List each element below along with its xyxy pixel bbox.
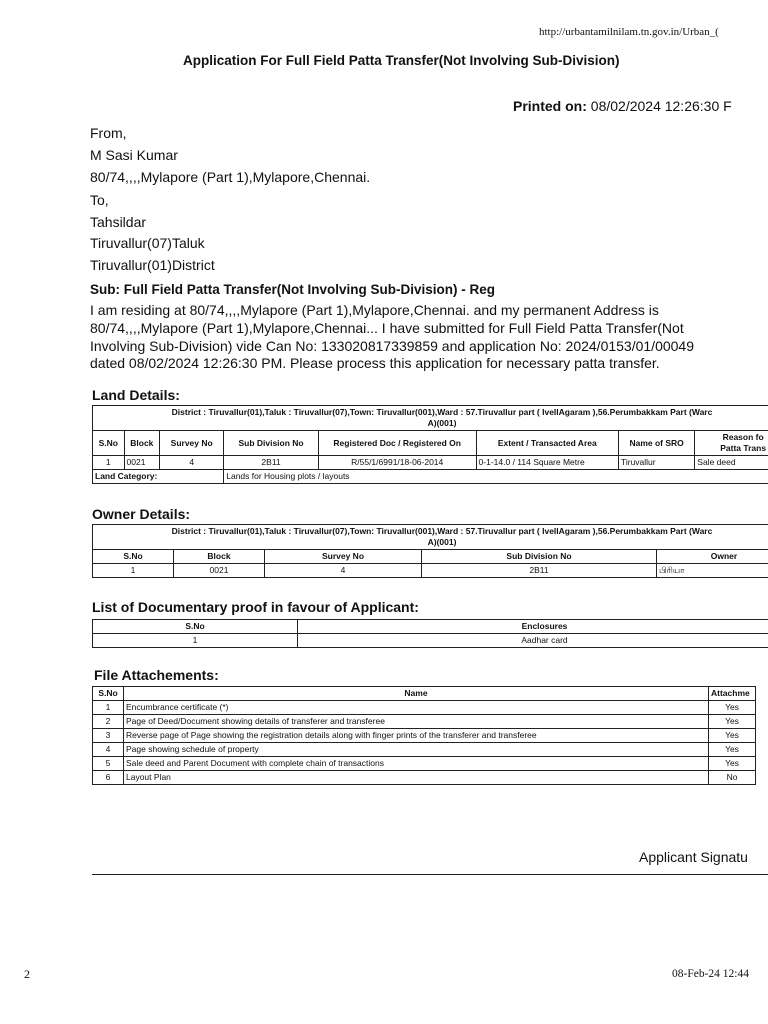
table-cell: Tiruvallur (618, 456, 694, 470)
to-label: To, (90, 192, 109, 208)
col-header: S.No (93, 431, 125, 456)
table-header-row (93, 550, 768, 564)
footer-date: 08-Feb-24 12:44 (672, 968, 749, 980)
col-header: Attachme (709, 687, 756, 701)
col-header: S.No (93, 687, 124, 701)
table-cell: 1 (93, 456, 125, 470)
table-cell: 3 (93, 729, 124, 743)
col-header: Name (124, 687, 709, 701)
table-cell: பிரியா (657, 564, 768, 578)
table-row (93, 729, 756, 743)
printed-label: Printed on: (513, 98, 587, 114)
col-header: Name of SRO (618, 431, 694, 456)
table-cell: Reverse page of Page showing the registration details along with finger prints of the transferer and transferee (124, 729, 709, 743)
table-cell: 0-1-14.0 / 114 Square Metre (476, 456, 618, 470)
source-url: http://urbantamilnilam.tn.gov.in/Urban_( (539, 26, 719, 38)
body-line: I am residing at 80/74,,,,Mylapore (Part 1),Mylapore,Chennai. and my permanent Address is (90, 302, 659, 318)
col-header: S.No (93, 550, 174, 564)
from-label: From, (90, 125, 127, 141)
table-cell: 2 (93, 715, 124, 729)
col-header: Block (124, 431, 160, 456)
to-district: Tiruvallur(01)District (90, 257, 215, 273)
docs-heading: List of Documentary proof in favour of Applicant: (92, 599, 419, 615)
table-header-row (93, 620, 768, 634)
table-cell: 2B11 (422, 564, 657, 578)
docs-clip (92, 619, 768, 651)
table-cell: 1 (93, 701, 124, 715)
owner-details-clip (92, 524, 768, 586)
table-row (93, 406, 768, 431)
body-line: Involving Sub-Division) vide Can No: 133020817339859 and application No: 2024/0153/01/00049 (90, 338, 694, 354)
col-header-reason (695, 431, 768, 456)
owner-location-line2: A)(001) (427, 537, 457, 547)
table-cell: Page showing schedule of property (124, 743, 709, 757)
col-header: S.No (93, 620, 298, 634)
applicant-signature-label: Applicant Signatu (639, 849, 748, 865)
table-cell: 1 (93, 634, 298, 648)
land-category-label: Land Category: (93, 470, 224, 484)
table-cell: Yes (709, 729, 756, 743)
from-address: 80/74,,,,Mylapore (Part 1),Mylapore,Chennai. (90, 169, 371, 185)
table-cell: Yes (709, 743, 756, 757)
docs-table (92, 619, 768, 648)
table-cell: Page of Deed/Document showing details of transferer and transferee (124, 715, 709, 729)
col-header: Sub Division No (422, 550, 657, 564)
table-row (93, 456, 768, 470)
land-category-value: Lands for Housing plots / layouts (224, 470, 768, 484)
from-name: M Sasi Kumar (90, 147, 178, 163)
signature-divider (92, 874, 768, 875)
table-cell: R/55/1/6991/18-06-2014 (318, 456, 476, 470)
table-cell: 4 (93, 743, 124, 757)
col-header: Owner (657, 550, 768, 564)
table-cell: 0021 (124, 456, 160, 470)
land-details-table (92, 405, 768, 484)
table-cell: 5 (93, 757, 124, 771)
table-cell: 6 (93, 771, 124, 785)
land-location-line2: A)(001) (427, 418, 457, 428)
table-cell: 1 (93, 564, 174, 578)
table-cell: 0021 (174, 564, 265, 578)
col-header: Extent / Transacted Area (476, 431, 618, 456)
table-cell: Yes (709, 757, 756, 771)
owner-details-heading: Owner Details: (92, 506, 191, 522)
table-cell: Sale deed and Parent Document with complete chain of transactions (124, 757, 709, 771)
table-cell: Yes (709, 701, 756, 715)
table-row (93, 757, 756, 771)
table-row (93, 715, 756, 729)
files-heading: File Attachements: (94, 667, 219, 683)
body-line: 80/74,,,,Mylapore (Part 1),Mylapore,Chennai... I have submitted for Full Field Patta Transfer(Not (90, 320, 684, 336)
table-row (93, 771, 756, 785)
files-table (92, 686, 756, 785)
table-cell: 4 (265, 564, 422, 578)
table-cell: 4 (160, 456, 224, 470)
table-cell: 2B11 (224, 456, 319, 470)
land-details-clip (92, 405, 768, 485)
col-header-line: Reason fo (722, 432, 764, 442)
col-header: Survey No (265, 550, 422, 564)
land-location-cell (93, 406, 768, 431)
col-header: Registered Doc / Registered On (318, 431, 476, 456)
land-details-heading: Land Details: (92, 387, 180, 403)
table-cell: Yes (709, 715, 756, 729)
col-header: Block (174, 550, 265, 564)
to-taluk: Tiruvallur(07)Taluk (90, 235, 205, 251)
table-row (93, 564, 768, 578)
footer-page-number: 2 (24, 967, 30, 981)
table-row (93, 525, 768, 550)
to-name: Tahsildar (90, 214, 147, 230)
page-title: Application For Full Field Patta Transfer(Not Involving Sub-Division) (183, 53, 620, 68)
table-header-row (93, 431, 768, 456)
col-header: Enclosures (298, 620, 768, 634)
owner-details-table (92, 524, 768, 578)
col-header: Sub Division No (224, 431, 319, 456)
table-row (93, 634, 768, 648)
table-cell: Encumbrance certificate (*) (124, 701, 709, 715)
files-clip (92, 686, 768, 796)
body-line: dated 08/02/2024 12:26:30 PM. Please process this application for necessary patta transfer. (90, 355, 660, 371)
table-cell: Sale deed (695, 456, 768, 470)
owner-location-cell (93, 525, 768, 550)
owner-location-line1: District : Tiruvallur(01),Taluk : Tiruvallur(07),Town: Tiruvallur(001),Ward : 57.Tiruvallur part ( IvellAgaram ),56.Perumbakkam Part (Warc (171, 526, 713, 536)
table-cell: No (709, 771, 756, 785)
printed-on (513, 98, 732, 114)
table-header-row (93, 687, 756, 701)
table-row (93, 743, 756, 757)
table-row (93, 701, 756, 715)
col-header-line: Patta Trans (720, 443, 767, 453)
printed-value: 08/02/2024 12:26:30 F (590, 98, 732, 114)
subject: Sub: Full Field Patta Transfer(Not Involving Sub-Division) - Reg (90, 282, 496, 297)
land-location-line1: District : Tiruvallur(01),Taluk : Tiruvallur(07),Town: Tiruvallur(001),Ward : 57.Tiruvallur part ( IvellAgaram ),56.Perumbakkam Part (Warc (171, 407, 713, 417)
table-row (93, 470, 768, 484)
table-cell: Aadhar card (298, 634, 768, 648)
table-cell: Layout Plan (124, 771, 709, 785)
col-header: Survey No (160, 431, 224, 456)
